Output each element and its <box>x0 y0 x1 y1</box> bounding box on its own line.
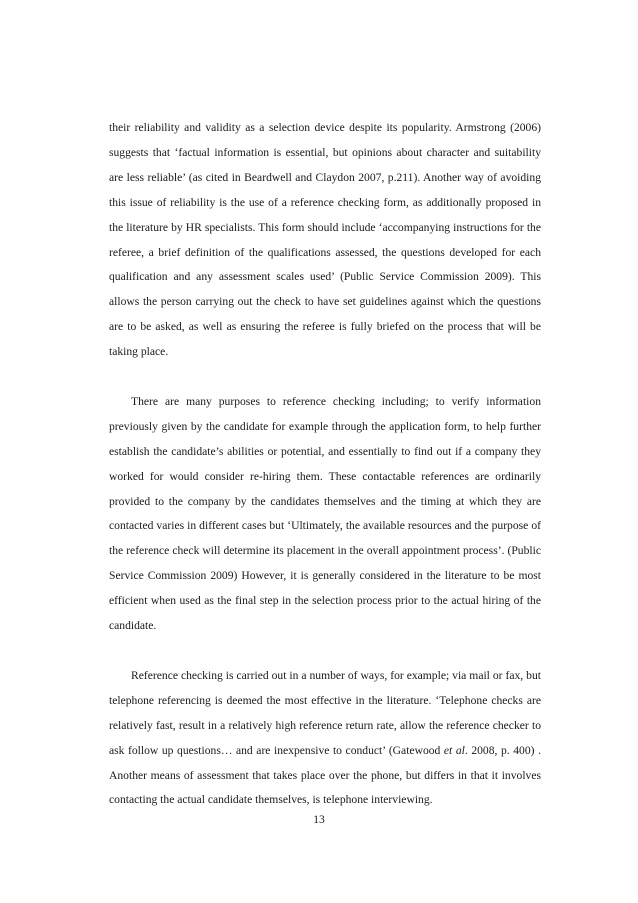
paragraph-methods <box>109 664 541 813</box>
document-body <box>109 116 541 813</box>
paragraph-text: There are many purposes to reference checking including; to verify information previously given by the candidate for example through the application form, to help further establish the candidate’s abilities or potential, and essentially to find out if a company they worked for would consider re-hiring them. These contactable references are ordinarily provided to the company by the candidates themselves and the timing at which they are contacted varies in different cases but ‘Ultimately, the available resources and the purpose of the reference check will determine its placement in the overall appointment process’. (Public Service Commission 2009) However, it is generally considered in the literature to be most efficient when used as the final step in the selection process prior to the actual hiring of the candidate. <box>109 394 541 633</box>
paragraph-text: . 2008, p. 400) . Another means of assessment that takes place over the phone, but differs in that it involves contacting the actual candidate themselves, is telephone interviewing. <box>109 743 541 807</box>
paragraph-text: Reference checking is carried out in a number of ways, for example; via mail or fax, but telephone referencing is deemed the most effective in the literature. ‘Telephone checks are relatively fast, result in a relatively high reference return rate, allow the reference checker to ask follow up questions… and are inexpensive to conduct’ (Gatewood <box>109 668 541 757</box>
paragraph-text: their reliability and validity as a selection device despite its popularity. Armstrong (2006) suggests that ‘factual information is essential, but opinions about character and suitability are less reliable’ (as cited in Beardwell and Claydon 2007, p.211). Another way of avoiding this issue of reliability is the use of a reference checking form, as additionally proposed in the literature by HR specialists. This form should include ‘accompanying instructions for the referee, a brief definition of the qualifications assessed, the questions developed for each qualification and any assessment scales used’ (Public Service Commission 2009). This allows the person carrying out the check to have set guidelines against which the questions are to be asked, as well as ensuring the referee is fully briefed on the process that will be taking place. <box>109 121 541 359</box>
paragraph-purposes <box>109 390 541 639</box>
page-number: 13 <box>313 813 325 826</box>
italic-citation: et al <box>443 743 465 757</box>
paragraph-reliability <box>109 116 541 365</box>
